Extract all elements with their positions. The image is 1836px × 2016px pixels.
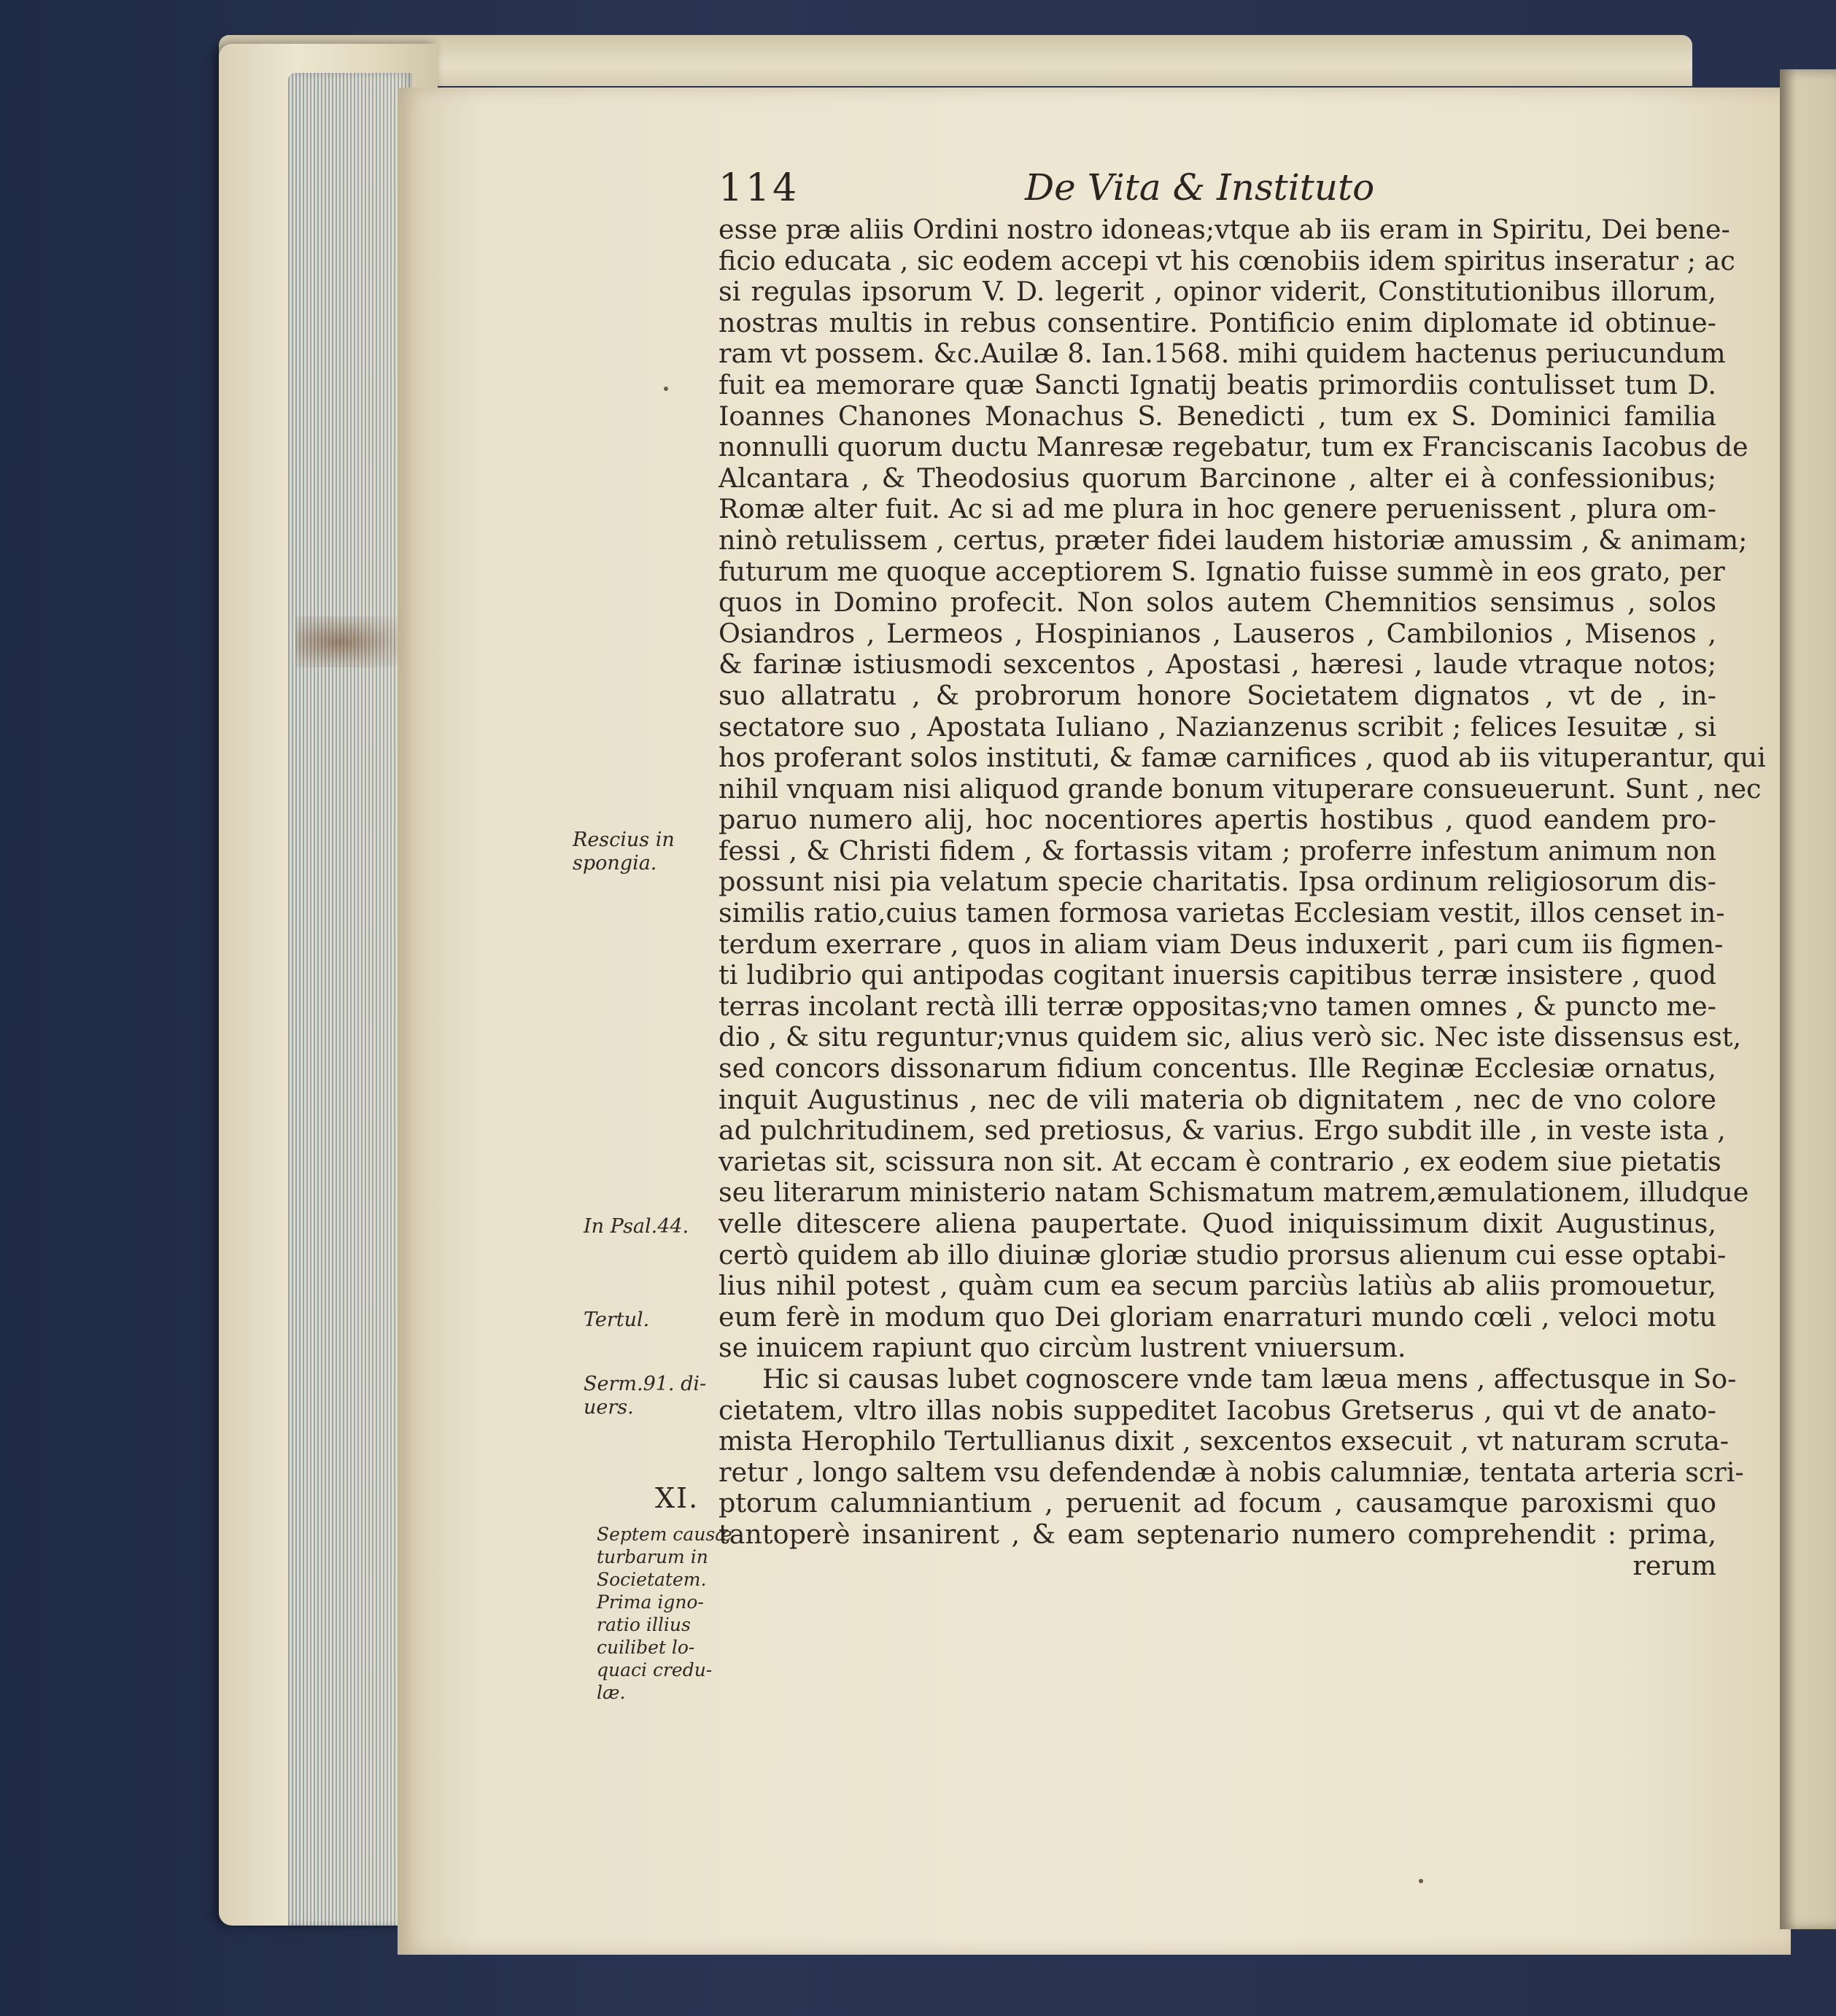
text-line: ficio educata , sic eodem accepi vt his cœnobiis idem spiritus inseratur ; ac	[718, 244, 1735, 276]
text-line: se inuicem rapiunt quo circùm lustrent vniuersum.	[718, 1332, 1406, 1364]
margin-note-line: Tertul.	[584, 1309, 650, 1331]
text-line: seu literarum ministerio natam Schismatum matrem,æmulationem, illudque	[718, 1176, 1749, 1209]
text-line: nostras multis in rebus consentire. Pontificio enim diplomate id obtinue-	[718, 306, 1716, 338]
catchword: rerum	[1632, 1549, 1716, 1581]
body-text	[718, 214, 1766, 1581]
text-line: tantoperè insanirent , & eam septenario numero comprehendit : prima,	[718, 1518, 1716, 1550]
text-line: Romæ alter fuit. Ac si ad me plura in hoc genere peruenissent , plura om-	[718, 493, 1716, 525]
text-line: velle ditescere aliena paupertate. Quod iniquissimum dixit Augustinus,	[718, 1208, 1716, 1239]
text-line: fessi , & Christi fidem , & fortassis vitam ; proferre infestum animum non	[718, 834, 1716, 867]
margin-note-psalm	[584, 1215, 689, 1238]
text-line: eum ferè in modum quo Dei gloriam enarraturi mundo cœli , veloci motu	[718, 1300, 1716, 1333]
margin-note-line: læ.	[597, 1682, 626, 1703]
text-line: Osiandros , Lermeos , Hospinianos , Lauseros , Cambilonios , Misenos ,	[718, 617, 1716, 649]
text-line: Alcantara , & Theodosius quorum Barcinone , alter ei à confessionibus;	[718, 462, 1716, 494]
margin-note-line: Rescius in	[573, 829, 675, 851]
text-line: paruo numero alij, hoc nocentiores apertis hostibus , quod eandem pro-	[718, 804, 1716, 836]
margin-note-line: Serm.91. di-	[584, 1373, 707, 1395]
text-line: nihil vnquam nisi aliquod grande bonum vituperare consueuerunt. Sunt , nec	[718, 772, 1762, 805]
margin-note-line: Septem causæ	[597, 1524, 732, 1545]
text-line: sectatore suo , Apostata Iuliano , Nazianzenus scribit ; felices Iesuitæ , si	[718, 710, 1716, 743]
text-line: mista Herophilo Tertullianus dixit , sexcentos exsecuit , vt naturam scruta-	[718, 1425, 1730, 1457]
text-line: similis ratio,cuius tamen formosa varietas Ecclesiam vestit, illos censet in-	[718, 897, 1725, 929]
text-line: & farinæ istiusmodi sexcentos , Apostasi , hæresi , laude vtraque notos;	[718, 648, 1716, 681]
margin-note-line: turbarum in	[597, 1546, 708, 1567]
margin-note-line: spongia.	[573, 852, 657, 875]
margin-note-septem-causae	[597, 1523, 732, 1704]
text-line: quos in Domino profecit. Non solos autem Chemnitios sensimus , solos	[718, 586, 1716, 619]
text-line: ram vt possem. &c.Auilæ 8. Ian.1568. mihi quidem hactenus periucundum	[718, 338, 1726, 370]
text-line: ti ludibrio qui antipodas cogitant inuersis capitibus terræ insistere , quod	[718, 959, 1716, 991]
text-line: cietatem, vltro illas nobis suppeditet Iacobus Gretserus , qui vt de anato-	[718, 1394, 1716, 1426]
text-line: Ioannes Chanones Monachus S. Benedicti , tum ex S. Dominici familia	[718, 400, 1716, 432]
page-edges	[288, 73, 412, 1926]
text-line: dio , & situ reguntur;vnus quidem sic, alius verò sic. Nec iste dissensus est,	[718, 1021, 1742, 1053]
text-line: esse præ aliis Ordini nostro idoneas;vtque ab iis eram in Spiritu, Dei bene-	[718, 214, 1730, 245]
text-line: inquit Augustinus , nec de vili materia ob dignitatem , nec de vno colore	[718, 1083, 1716, 1115]
text-line: sed concors dissonarum fidium concentus. Ille Reginæ Ecclesiæ ornatus,	[718, 1052, 1716, 1085]
ink-speck	[1419, 1879, 1423, 1883]
margin-note-sermon	[584, 1373, 706, 1419]
text-line: varietas sit, scissura non sit. At eccam è contrario , ex eodem siue pietatis	[718, 1145, 1721, 1177]
text-line: futurum me quoque acceptiorem S. Ignatio fuisse summè in eos grato, per	[718, 555, 1725, 587]
page-number: 114	[718, 166, 800, 210]
text-line: retur , longo saltem vsu defendendæ à nobis calumniæ, tentata arteria scri-	[718, 1456, 1744, 1488]
text-line: ninò retulissem , certus, præter fidei laudem historiæ amussim , & animam;	[718, 524, 1748, 556]
text-line: lius nihil potest , quàm cum ea secum parciùs latiùs ab aliis promouetur,	[718, 1270, 1716, 1302]
margin-note-rescius	[573, 829, 675, 875]
text-line: terras incolant rectà illi terræ oppositas;vno tamen omnes , & puncto me-	[718, 990, 1716, 1022]
stain-mark	[295, 616, 405, 667]
facing-page-edge	[1780, 69, 1836, 1929]
margin-note-tertullian	[584, 1309, 649, 1332]
text-line: si regulas ipsorum V. D. legerit , opinor viderit, Constitutionibus illorum,	[718, 276, 1716, 308]
margin-note-line: Societatem.	[597, 1569, 707, 1590]
running-head: De Vita & Instituto	[1025, 166, 1375, 209]
margin-note-line: ratio illius	[597, 1614, 691, 1635]
text-line: terdum exerrare , quos in aliam viam Deus induxerit , pari cum iis figmen-	[718, 928, 1724, 960]
text-line: possunt nisi pia velatum specie charitatis. Ipsa ordinum religiosorum dis-	[718, 866, 1716, 898]
text-line: fuit ea memorare quæ Sancti Ignatij beatis primordiis contulisset tum D.	[718, 368, 1716, 400]
text-line: ptorum calumniantium , peruenit ad focum , causamque paroxismi quo	[718, 1487, 1716, 1519]
margin-note-line: quaci credu-	[597, 1659, 713, 1680]
text-line: hos proferant solos instituti, & famæ carnifices , quod ab iis vituperantur, qui	[718, 742, 1766, 774]
margin-note-line: uers.	[584, 1396, 634, 1419]
page-header	[718, 166, 1659, 217]
section-number: XI.	[655, 1482, 700, 1514]
book-cover-top-edge	[219, 35, 1692, 86]
text-line: certò quidem ab illo diuinæ gloriæ studio prorsus alienum cui esse optabi-	[718, 1238, 1727, 1271]
text-line: Hic si causas lubet cognoscere vnde tam læua mens , affectusque in So-	[762, 1362, 1737, 1395]
margin-note-line: Prima igno-	[597, 1592, 704, 1613]
margin-note-line: cuilibet lo-	[597, 1637, 695, 1658]
ink-speck	[664, 387, 668, 391]
text-line: suo allatratu , & probrorum honore Societatem dignatos , vt de , in-	[718, 679, 1716, 711]
text-line: ad pulchritudinem, sed pretiosus, & varius. Ergo subdit ille , in veste ista ,	[718, 1114, 1726, 1147]
margin-note-line: In Psal.44.	[584, 1215, 689, 1238]
text-line: nonnulli quorum ductu Manresæ regebatur, tum ex Franciscanis Iacobus de	[718, 431, 1748, 463]
